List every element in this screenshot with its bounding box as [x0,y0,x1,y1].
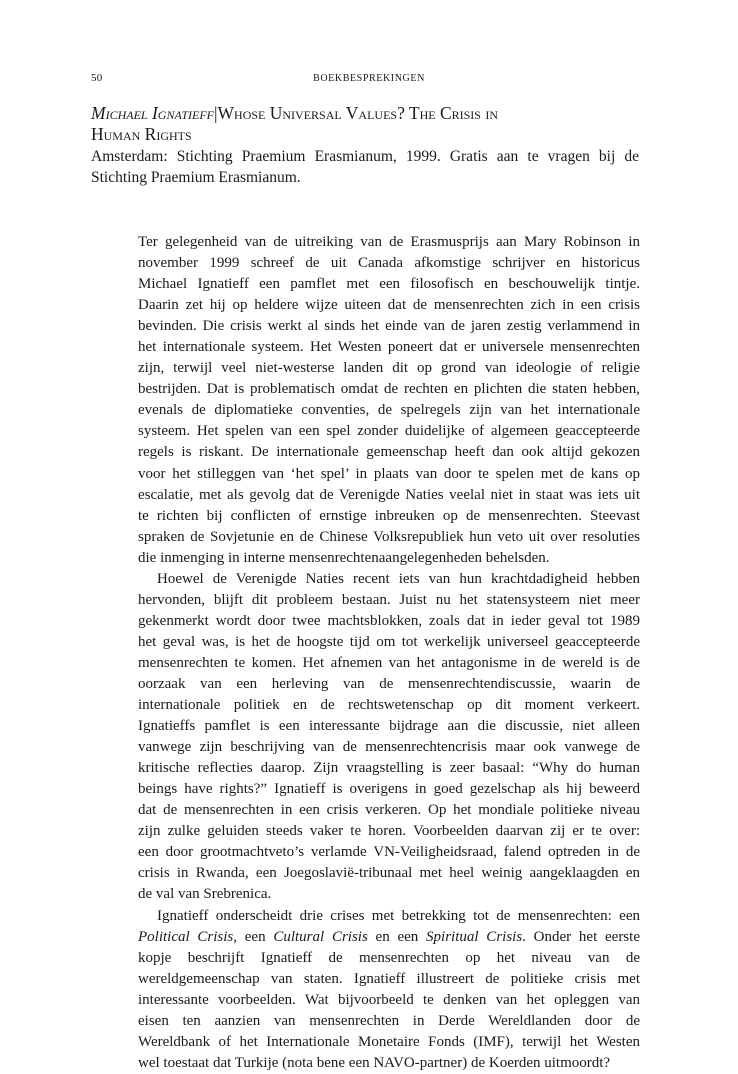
body-line: zijn, terwijl veel niet-westerse landen dit op grond van ideologie of religie [138,360,640,377]
body-line: Ter gelegenheid van de uitreiking van de Erasmusprijs aan Mary Robinson in [138,234,640,250]
body-line: gekenmerkt wordt door twee machtsblokken, zoals dat in ieder geval tot 1989 [138,612,640,629]
body-line: Hoewel de Verenigde Naties recent iets van hun krachtdadigheid hebben [157,570,640,587]
body-line: regels is riskant. De internationale gemeenschap heeft dan ook altijd gekozen [138,444,640,461]
body-line: Michael Ignatieff een pamflet met een filosofisch en beschouwelijk tintje. [138,276,640,293]
body-line: kritische reflecties daarop. Zijn vraagstelling is zeer basaal: “Why do human [138,760,640,777]
heading-separator: | [214,103,218,123]
page-number: 50 [91,72,103,84]
body-line: internationale politiek en de rechtswetenschap op dit moment verkeert. [138,697,640,714]
body-line: Daarin zet hij op heldere wijze uiteen dat de mensenrechten zich in een crisis [138,297,640,314]
body-line: escalatie, met als gevolg dat de Verenigde Naties veelal niet in staat was iets uit [138,486,640,503]
body-line: te richten bij conflicten of ernstige inbreuken op de mensenrechten. Steevast [138,507,640,524]
publication-line: Amsterdam: Stichting Praemium Erasmianum, 1999. Gratis aan te vragen bij de [91,148,639,165]
body-line: mensenrechten te komen. Het afnemen van het antagonisme in de wereld is de [138,654,640,671]
body-line: wereldgemeenschap van staten. Ignatieff illustreert de politieke crisis met [138,970,640,987]
italic-term: Spiritual Crisis [426,928,523,945]
body-line: Ignatieff onderscheidt drie crises met betrekking tot de mensenrechten: een [157,907,640,924]
body-line: het internationale systeem. Het Westen poneert dat er universele mensenrechten [138,339,640,356]
body-line: crisis in Rwanda, een Joegoslavië-tribunaal met heel weinig aangeklaagden en [138,865,640,882]
body-line: evenals de diplomatieke conventies, de spelregels zijn van het internationale [138,402,640,419]
body-line-mixed [138,927,640,948]
review-heading [91,103,651,145]
body-line: bevinden. Die crisis werkt al sinds het einde van de jaren zestig verlammend in [138,318,640,335]
body-line: vanwege zijn beschrijving van de mensenrechtencrisis maar ook vanwege de [138,739,640,756]
body-text-fragment: . Onder het eerste [522,928,640,945]
body-line: interessante voorbeelden. Wat bijvoorbeeld te denken van het opleggen van [138,991,640,1008]
body-line: voor het stilleggen van ‘het spel’ in plaats van door te spelen met de kans op [138,465,640,482]
review-title-line2: Human Rights [91,124,192,144]
italic-term: Political Crisis [138,928,234,945]
body-line: oorzaak van een herleving van de mensenrechtendiscussie, waarin de [138,675,640,692]
body-line: hervonden, blijft dit probleem bestaan. Juist nu het statensysteem niet meer [138,591,640,608]
body-text-fragment: , een [233,928,274,945]
body-line: het geval was, is het de hoogste tijd om tot werkelijk universeel geaccepteerde [138,633,640,650]
body-line: dat de mensenrechten in een crisis verkeren. Op het mondiale politieke niveau [138,802,640,819]
body-line: Ignatieffs pamflet is een interessante bijdrage aan die discussie, niet alleen [138,718,640,735]
running-head [0,72,738,84]
body-line: wel toestaat dat Turkije (nota bene een NAVO-partner) de Koerden uitmoordt? [138,1054,611,1071]
body-line: beings have rights?” Ignatieff is overigens in goed gezelschap als hij beweerd [138,781,640,798]
review-title-line1: Whose Universal Values? The Crisis in [217,103,499,123]
body-line: systeem. Het spelen van een spel zonder duidelijke of algemeen geaccepteerde [138,423,640,440]
body-line: november 1999 schreef de uit Canada afkomstige schrijver en historicus [138,255,640,272]
body-line: kopje beschrijft Ignatieff de mensenrechten op het niveau van de [138,949,640,966]
review-body [138,232,640,1074]
review-author: Michael Ignatieff [91,103,214,123]
publication-line: Stichting Praemium Erasmianum. [91,168,301,186]
italic-term: Cultural Crisis [273,928,368,945]
body-line: de val van Srebrenica. [138,886,272,903]
body-line: die inmenging in interne mensenrechtenaangelegenheden behelsden. [138,549,550,566]
publication-info [91,147,639,188]
body-line: zijn zulke geluiden steeds vaker te horen. Voorbeelden daarvan zij er te over: [138,823,640,840]
body-line: spraken de Sovjetunie en de Chinese Volksrepubliek hun veto uit over resoluties [138,528,640,545]
body-line: eisen ten aanzien van mensenrechten in Derde Wereldlanden door de [138,1012,640,1029]
body-line: een door grootmachtveto’s verlamde VN-Veiligheidsraad, falend optreden in de [138,844,640,861]
body-text-fragment: en een [367,928,427,945]
body-line: Wereldbank of het Internationale Monetaire Fonds (IMF), terwijl het Westen [138,1033,640,1050]
running-head-text: BOEKBESPREKINGEN [313,73,425,84]
body-line: bestrijden. Dat is problematisch omdat de rechten en plichten die staten hebben, [138,381,640,398]
